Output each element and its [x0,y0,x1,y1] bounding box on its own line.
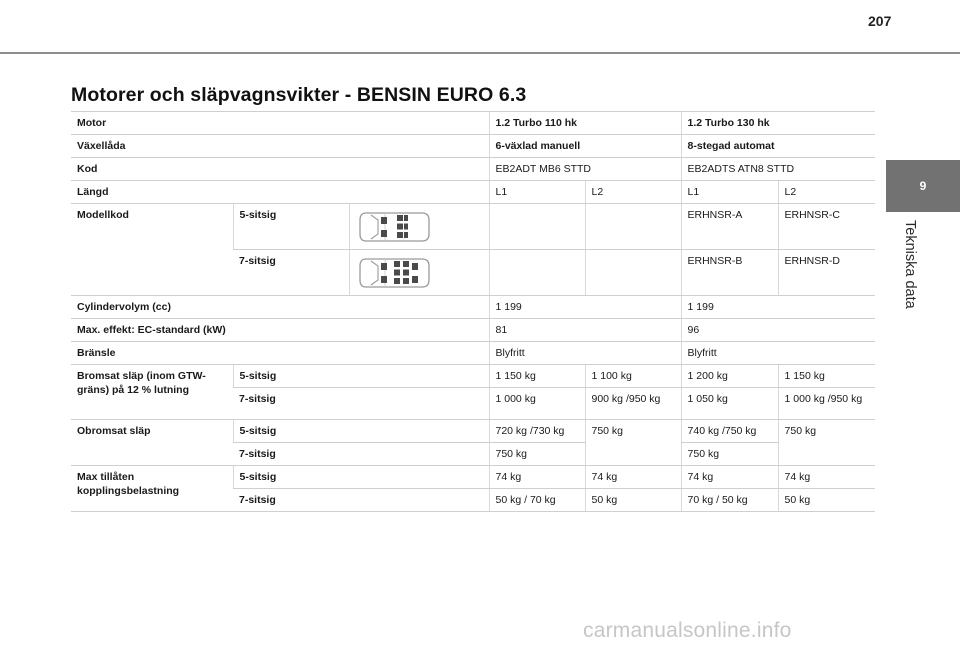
cell-motor-a: 1.2 Turbo 110 hk [489,112,681,135]
cell-power-a: 81 [489,319,681,342]
cell-code-a: EB2ADT MB6 STTD [489,158,681,181]
cell-fuel-a: Blyfritt [489,342,681,365]
cell-code-b: EB2ADTS ATN8 STTD [681,158,875,181]
van-7-seat-layout-icon [349,250,489,296]
row-label-motor: Motor [71,112,489,135]
table-row-code [71,158,875,181]
cell-towball-7-b: 50 kg [585,489,681,512]
cell-towball-7-c: 70 kg / 50 kg [681,489,778,512]
cell-towball-7-a: 50 kg / 70 kg [489,489,585,512]
table-row-displacement [71,296,875,319]
cell-towball-5-d: 74 kg [778,466,875,489]
seat-label-towball-5: 5-sitsig [233,466,489,489]
row-label-model-code: Modellkod [71,204,233,296]
header-rule [0,52,960,54]
chapter-label: Tekniska data [902,220,918,309]
cell-towball-7-d: 50 kg [778,489,875,512]
cell-unbraked-7-c: 750 kg [681,443,778,466]
cell-braked-7-a: 1 000 kg [489,388,585,420]
cell-length-l2-a: L2 [585,181,681,204]
row-label-power: Max. effekt: EC-standard (kW) [71,319,489,342]
cell-towball-5-c: 74 kg [681,466,778,489]
cell-towball-5-b: 74 kg [585,466,681,489]
row-label-length: Längd [71,181,489,204]
row-label-gearbox: Växellåda [71,135,489,158]
cell-gearbox-b: 8-stegad automat [681,135,875,158]
van-5-seat-layout-icon [349,204,489,250]
table-row-towball-5 [71,466,875,489]
cell-model-7-c: ERHNSR-B [681,250,778,296]
cell-braked-7-b: 900 kg /950 kg [585,388,681,420]
cell-braked-5-b: 1 100 kg [585,365,681,388]
seat-label-braked-7: 7-sitsig [233,388,489,420]
chapter-tab[interactable]: 9 [886,160,960,212]
cell-unbraked-5-b: 750 kg [585,420,681,466]
cell-model-5-c: ERHNSR-A [681,204,778,250]
seat-label-towball-7: 7-sitsig [233,489,489,512]
cell-displacement-a: 1 199 [489,296,681,319]
cell-unbraked-5-a: 720 kg /730 kg [489,420,585,443]
cell-unbraked-7-a: 750 kg [489,443,585,466]
cell-towball-5-a: 74 kg [489,466,585,489]
table-row-model-5 [71,204,875,250]
cell-gearbox-a: 6-växlad manuell [489,135,681,158]
table-row-motor [71,112,875,135]
table-row-length [71,181,875,204]
cell-power-b: 96 [681,319,875,342]
cell-model-7-d: ERHNSR-D [778,250,875,296]
cell-model-5-d: ERHNSR-C [778,204,875,250]
cell-braked-7-d: 1 000 kg /950 kg [778,388,875,420]
seat-label-5: 5-sitsig [233,204,349,250]
cell-unbraked-5-c: 740 kg /750 kg [681,420,778,443]
engine-spec-table [71,111,875,512]
cell-model-7-a [489,250,585,296]
cell-motor-b: 1.2 Turbo 130 hk [681,112,875,135]
row-label-unbraked: Obromsat släp [71,420,233,466]
table-row-fuel [71,342,875,365]
seat-label-unbraked-7: 7-sitsig [233,443,489,466]
table-row-gearbox [71,135,875,158]
cell-fuel-b: Blyfritt [681,342,875,365]
table-row-braked-5 [71,365,875,388]
seat-label-7: 7-sitsig [233,250,349,296]
seat-label-braked-5: 5-sitsig [233,365,489,388]
cell-model-5-a [489,204,585,250]
cell-unbraked-5-d: 750 kg [778,420,875,466]
cell-braked-5-d: 1 150 kg [778,365,875,388]
cell-braked-7-c: 1 050 kg [681,388,778,420]
row-label-towball: Max tillåten kopplingsbelastning [71,466,233,512]
row-label-braked: Bromsat släp (inom GTW-gräns) på 12 % lutning [71,365,233,420]
cell-braked-5-a: 1 150 kg [489,365,585,388]
seat-label-unbraked-5: 5-sitsig [233,420,489,443]
cell-braked-5-c: 1 200 kg [681,365,778,388]
cell-length-l2-b: L2 [778,181,875,204]
row-label-fuel: Bränsle [71,342,489,365]
watermark: carmanualsonline.info [583,619,792,642]
cell-model-5-b [585,204,681,250]
cell-model-7-b [585,250,681,296]
table-row-power [71,319,875,342]
cell-length-l1-a: L1 [489,181,585,204]
cell-displacement-b: 1 199 [681,296,875,319]
page-title: Motorer och släpvagnsvikter - BENSIN EURO 6.3 [71,84,527,106]
table-row-unbraked-5 [71,420,875,443]
cell-length-l1-b: L1 [681,181,778,204]
row-label-displacement: Cylindervolym (cc) [71,296,489,319]
page-number: 207 [868,13,892,29]
row-label-code: Kod [71,158,489,181]
